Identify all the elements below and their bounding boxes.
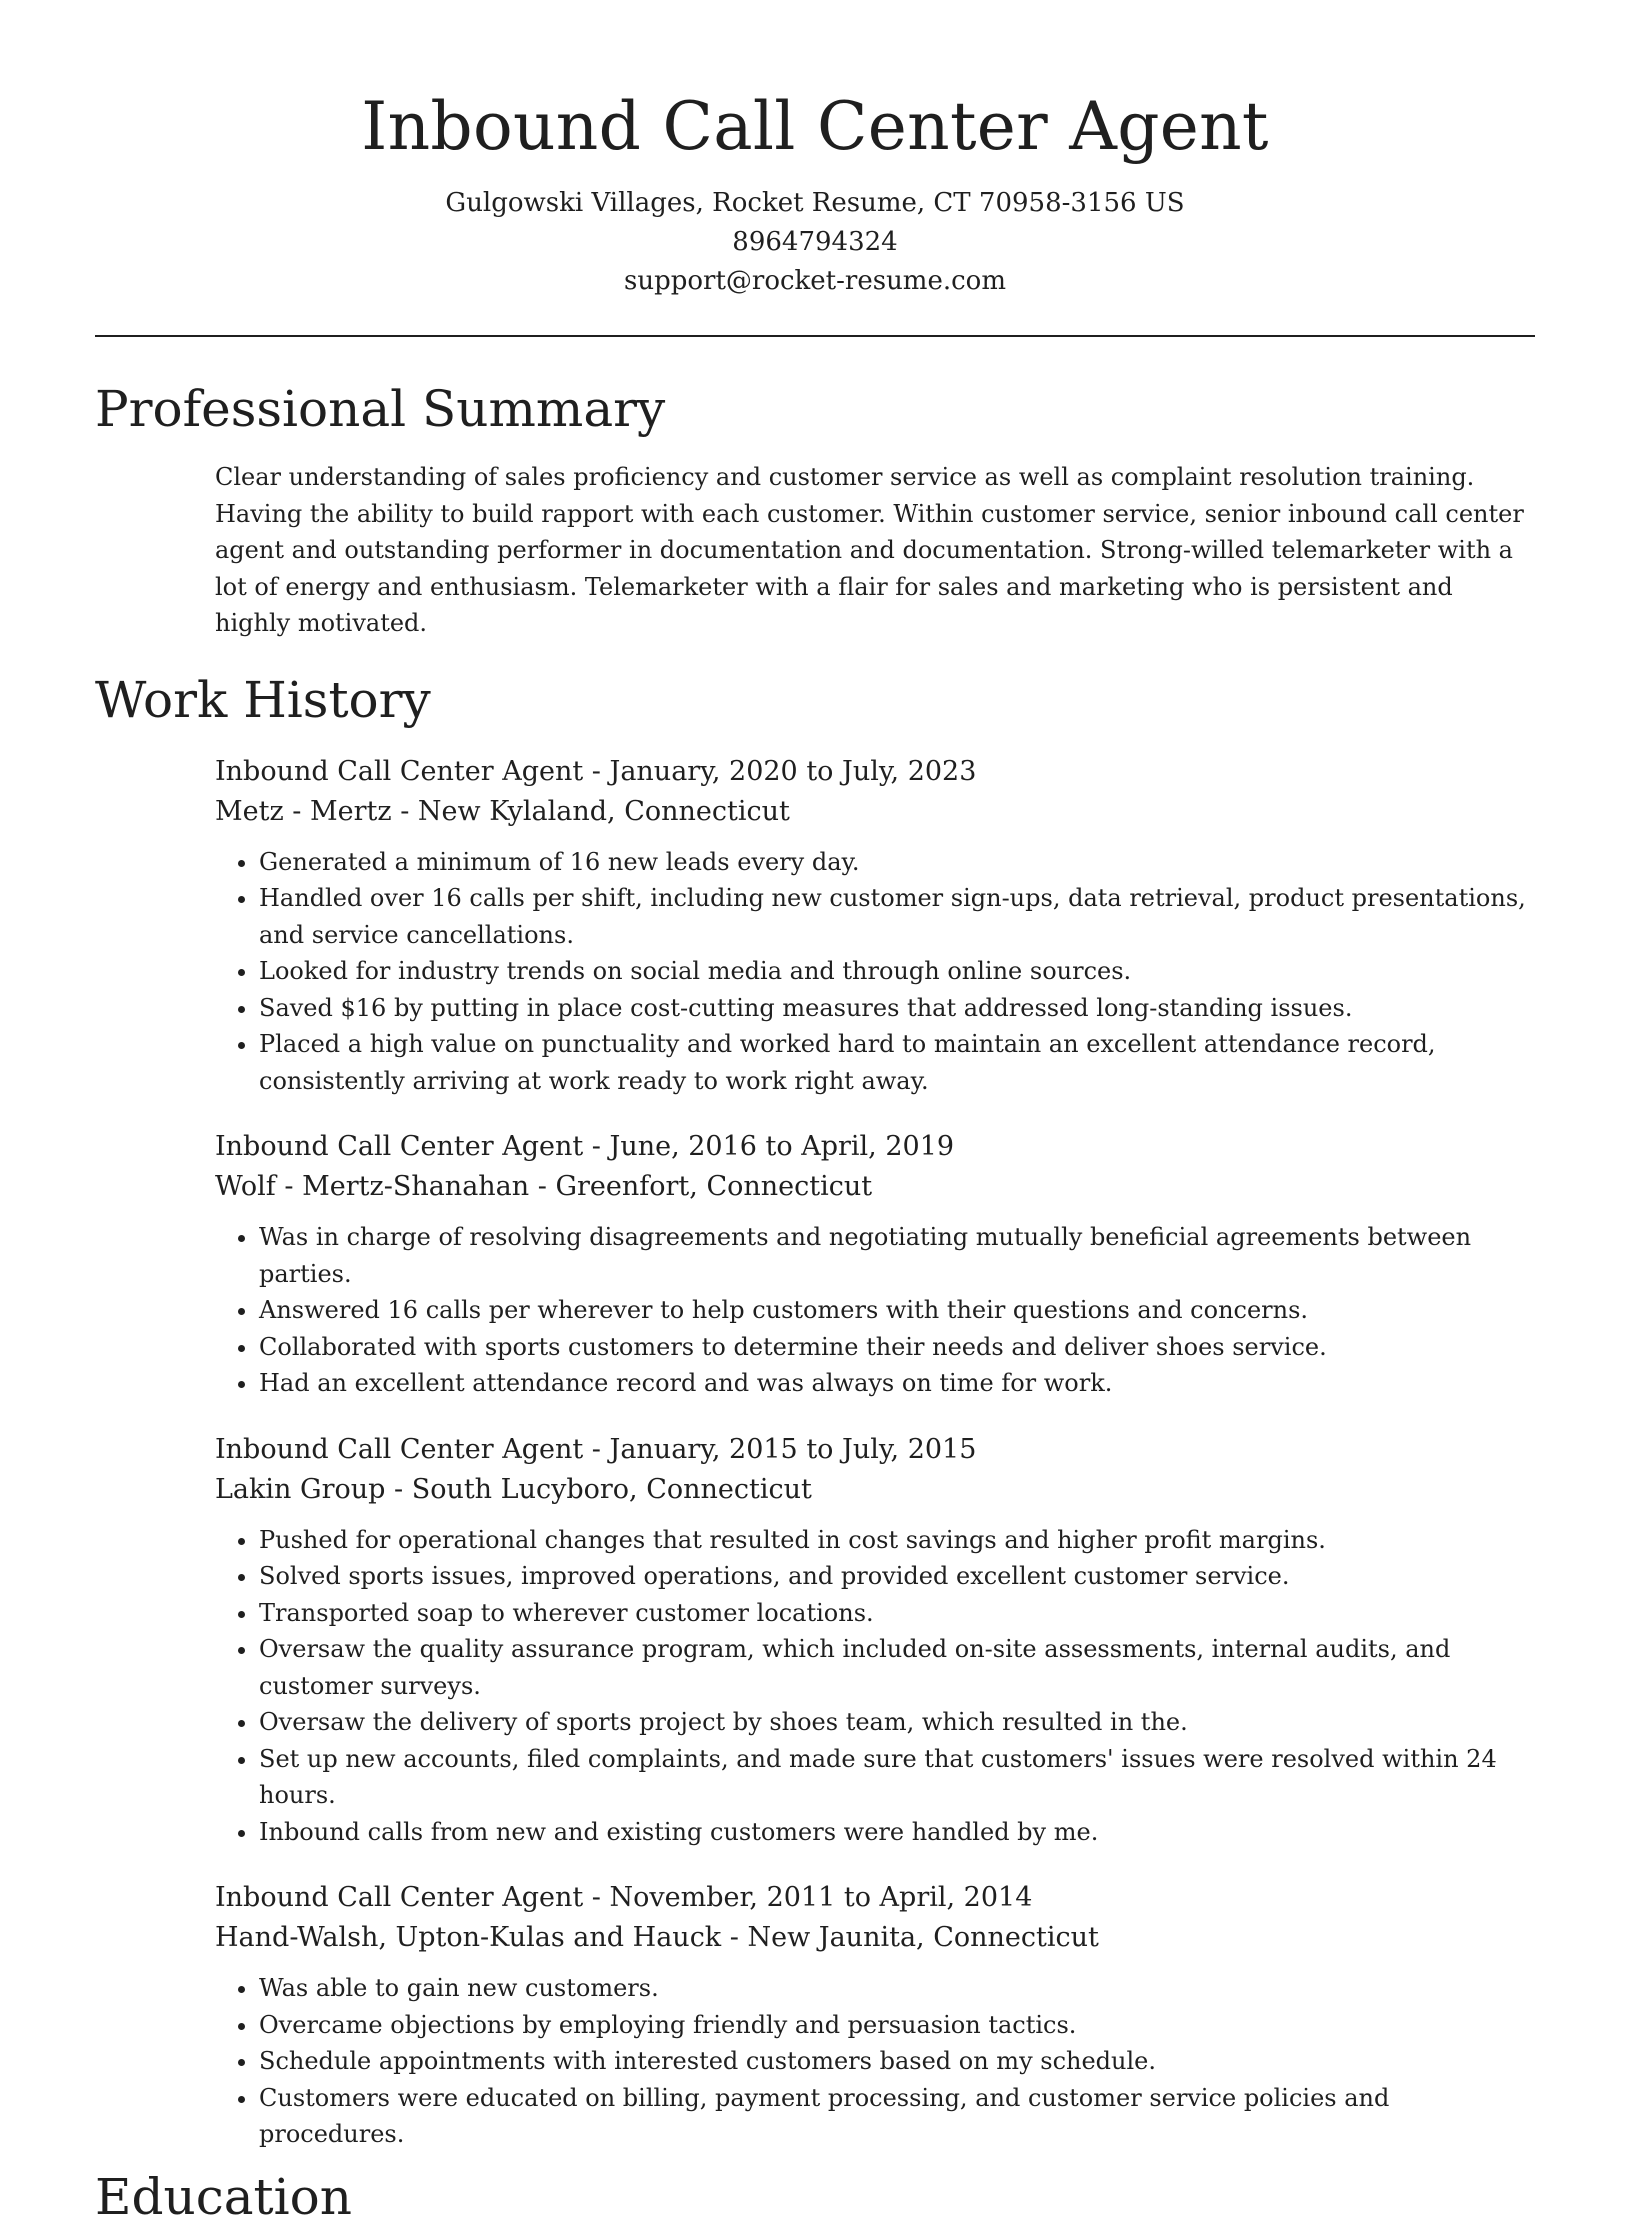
job-title: Inbound Call Center Agent — [215, 1882, 584, 1913]
job-location: - Greenfort, Connecticut — [529, 1171, 873, 1202]
job-bullets — [215, 844, 1535, 1100]
job-bullet: • Schedule appointments with interested customers based on my schedule. — [259, 2043, 1535, 2080]
job-location: - South Lucyboro, Connecticut — [385, 1473, 812, 1505]
job-bullets — [215, 1970, 1535, 2153]
job-entry — [215, 1878, 1535, 2153]
job-bullet: • Overcame objections by employing friendly and persuasion tactics. — [259, 2007, 1535, 2044]
job-dates: - January, 2020 to July, 2023 — [583, 755, 977, 787]
job-bullet: • Collaborated with sports customers to determine their needs and deliver shoes service. — [259, 1329, 1535, 1366]
job-company: Metz - Mertz — [215, 795, 392, 827]
job-bullet: • Was able to gain new customers. — [259, 1970, 1535, 2007]
job-list — [215, 752, 1535, 2153]
job-company: Wolf - Mertz-Shanahan — [215, 1171, 530, 1202]
job-bullet: • Looked for industry trends on social media and through online sources. — [259, 953, 1535, 990]
job-bullet: • Customers were educated on billing, payment processing, and customer service policies and procedures. — [259, 2080, 1535, 2153]
job-heading — [215, 752, 1535, 792]
job-location: - New Kylaland, Connecticut — [391, 795, 790, 827]
job-location: - New Jaunita, Connecticut — [721, 1922, 1099, 1953]
job-bullet: • Had an excellent attendance record and was always on time for work. — [259, 1365, 1535, 1402]
job-bullets — [215, 1219, 1535, 1402]
job-company: Hand-Walsh, Upton-Kulas and Hauck — [215, 1922, 722, 1953]
header-divider — [95, 335, 1535, 337]
resume-page — [95, 0, 1535, 2227]
job-bullet: • Oversaw the delivery of sports project by shoes team, which resulted in the. — [259, 1704, 1535, 1741]
job-employer — [215, 1918, 1535, 1958]
job-heading — [215, 1878, 1535, 1918]
summary-text: Clear understanding of sales proficiency and customer service as well as complaint resolution training. Having the ability to build rapport with each customer. Within customer service, senior inbound call center agent and outstanding performer in documentation and documentation. Strong-willed telemarketer with a lot of energy and enthusiasm. Telemarketer with a flair for sales and marketing who is persistent and highly motivated. — [215, 463, 1524, 637]
job-employer — [215, 1470, 1535, 1510]
job-bullets — [215, 1522, 1535, 1851]
job-bullet: • Set up new accounts, filed complaints, and made sure that customers' issues were resolved within 24 hours. — [259, 1741, 1535, 1814]
job-employer — [215, 792, 1535, 832]
resume-header — [95, 0, 1535, 301]
job-heading — [215, 1430, 1535, 1470]
job-dates: - January, 2015 to July, 2015 — [583, 1433, 977, 1465]
job-bullet: • Inbound calls from new and existing customers were handled by me. — [259, 1814, 1535, 1851]
job-title: Inbound Call Center Agent — [215, 755, 584, 787]
job-dates: - June, 2016 to April, 2019 — [583, 1131, 955, 1162]
section-title-summary: Professional Summary — [95, 380, 666, 438]
job-bullet: • Answered 16 calls per wherever to help customers with their questions and concerns. — [259, 1292, 1535, 1329]
job-bullet: • Was in charge of resolving disagreements and negotiating mutually beneficial agreements between parties. — [259, 1219, 1535, 1292]
job-bullet: • Pushed for operational changes that resulted in cost savings and higher profit margins. — [259, 1522, 1535, 1559]
contact-address: Gulgowski Villages, Rocket Resume, CT 70958-3156 US — [445, 188, 1185, 218]
resume-name: Inbound Call Center Agent — [361, 88, 1269, 165]
job-bullet: • Placed a high value on punctuality and worked hard to maintain an excellent attendance record, consistently arriving at work ready to work right away. — [259, 1026, 1535, 1099]
job-bullet: • Handled over 16 calls per shift, including new customer sign-ups, data retrieval, product presentations, and service cancellations. — [259, 880, 1535, 953]
section-title-work-history: Work History — [95, 670, 431, 729]
job-bullet: • Saved $16 by putting in place cost-cutting measures that addressed long-standing issues. — [259, 990, 1535, 1027]
job-bullet: • Oversaw the quality assurance program, which included on-site assessments, internal audits, and customer surveys. — [259, 1631, 1535, 1704]
contact-block — [95, 184, 1535, 301]
contact-phone: 8964794324 — [732, 227, 898, 257]
job-entry — [215, 1127, 1535, 1402]
job-title: Inbound Call Center Agent — [215, 1433, 584, 1465]
job-employer — [215, 1167, 1535, 1207]
job-bullet: • Generated a minimum of 16 new leads every day. — [259, 844, 1535, 881]
job-bullet: • Transported soap to wherever customer locations. — [259, 1595, 1535, 1632]
contact-email: support@rocket-resume.com — [623, 266, 1006, 296]
job-dates: - November, 2011 to April, 2014 — [583, 1882, 1033, 1913]
section-title-education: Education — [95, 2167, 352, 2226]
job-heading — [215, 1127, 1535, 1167]
job-title: Inbound Call Center Agent — [215, 1131, 584, 1162]
job-company: Lakin Group — [215, 1473, 386, 1505]
job-bullet: • Solved sports issues, improved operations, and provided excellent customer service. — [259, 1558, 1535, 1595]
job-entry — [215, 752, 1535, 1100]
job-entry — [215, 1430, 1535, 1851]
